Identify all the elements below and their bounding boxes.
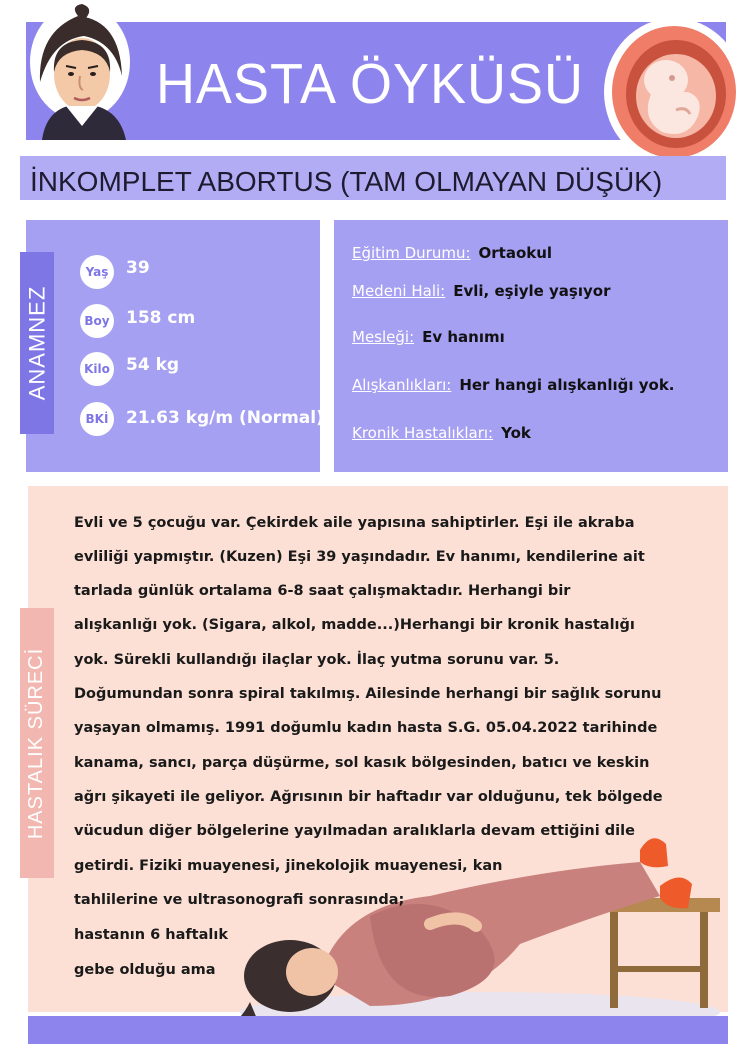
- story-line: Evli ve 5 çocuğu var. Çekirdek aile yapısına sahiptirler. Eşi ile akraba: [74, 515, 635, 531]
- age-badge: Yaş: [80, 255, 114, 289]
- habits-value: Her hangi alışkanlığı yok.: [459, 376, 675, 394]
- chronic-row: [352, 424, 531, 450]
- story-line: alışkanlığı yok. (Sigara, alkol, madde...)Herhangi bir kronik hastalığı: [74, 617, 635, 633]
- habits-label: Alışkanlıkları:: [352, 376, 452, 394]
- marital-row: [352, 282, 610, 308]
- story-line: tahlilerine ve ultrasonografi sonrasında;: [74, 892, 405, 908]
- bmi-badge: BKİ: [80, 402, 114, 436]
- weight-value: 54 kg: [126, 355, 180, 375]
- chronic-label: Kronik Hastalıkları:: [352, 424, 494, 442]
- page-subtitle: İNKOMPLET ABORTUS (TAM OLMAYAN DÜŞÜK): [30, 166, 663, 197]
- height-value: 158 cm: [126, 308, 196, 328]
- story-line: kanama, sancı, parça düşürme, sol kasık bölgesinden, batıcı ve keskin: [74, 755, 650, 771]
- occupation-value: Ev hanımı: [422, 328, 505, 346]
- education-label: Eğitim Durumu:: [352, 244, 471, 262]
- education-value: Ortaokul: [478, 244, 553, 262]
- story-line: gebe olduğu ama: [74, 962, 216, 978]
- anamnez-stats-panel: [26, 220, 320, 472]
- occupation-row: [352, 328, 505, 354]
- chronic-value: Yok: [501, 424, 531, 442]
- occupation-label: Mesleği:: [352, 328, 415, 346]
- story-line: evliliği yapmıştır. (Kuzen) Eşi 39 yaşındadır. Ev hanımı, kendilerine ait: [74, 549, 645, 565]
- story-line: vücudun diğer bölgelerine yayılmadan aralıklarla devam ettiğini dile: [74, 823, 635, 839]
- nurse-portrait-icon: [22, 2, 142, 140]
- education-row: [352, 244, 552, 270]
- story-line: Doğumundan sonra spiral takılmış. Ailesinde herhangi bir sağlık sorunu: [74, 686, 662, 702]
- story-line: hastanın 6 haftalık: [74, 927, 228, 943]
- bmi-value: 21.63 kg/m (Normal): [126, 408, 324, 428]
- story-line: ağrı şikayeti ile geliyor. Ağrısının bir haftadır var olduğunu, tek bölgede: [74, 789, 663, 805]
- height-badge: Boy: [80, 304, 114, 338]
- embryo-icon: [594, 14, 744, 168]
- anamnez-label: ANAMNEZ: [24, 285, 49, 401]
- story-line: yok. Sürekli kullandığı ilaçlar yok. İlaç yutma sorunu var. 5.: [74, 652, 560, 668]
- weight-badge: Kilo: [80, 352, 114, 386]
- footer-bar: [28, 1016, 728, 1044]
- story-line: getirdi. Fiziki muayenesi, jinekolojik muayenesi, kan: [74, 858, 503, 874]
- story-line: yaşayan olmamış. 1991 doğumlu kadın hasta S.G. 05.04.2022 tarihinde: [74, 720, 658, 736]
- page-title: HASTA ÖYKÜSÜ: [155, 52, 585, 116]
- habits-row: [352, 376, 675, 402]
- marital-label: Medeni Hali:: [352, 282, 446, 300]
- disease-course-label: HASTALIK SÜRECİ: [25, 647, 48, 839]
- marital-value: Evli, eşiyle yaşıyor: [453, 282, 611, 300]
- story-line: tarlada günlük ortalama 6-8 saat çalışmaktadır. Herhangi bir: [74, 583, 571, 599]
- age-value: 39: [126, 258, 150, 278]
